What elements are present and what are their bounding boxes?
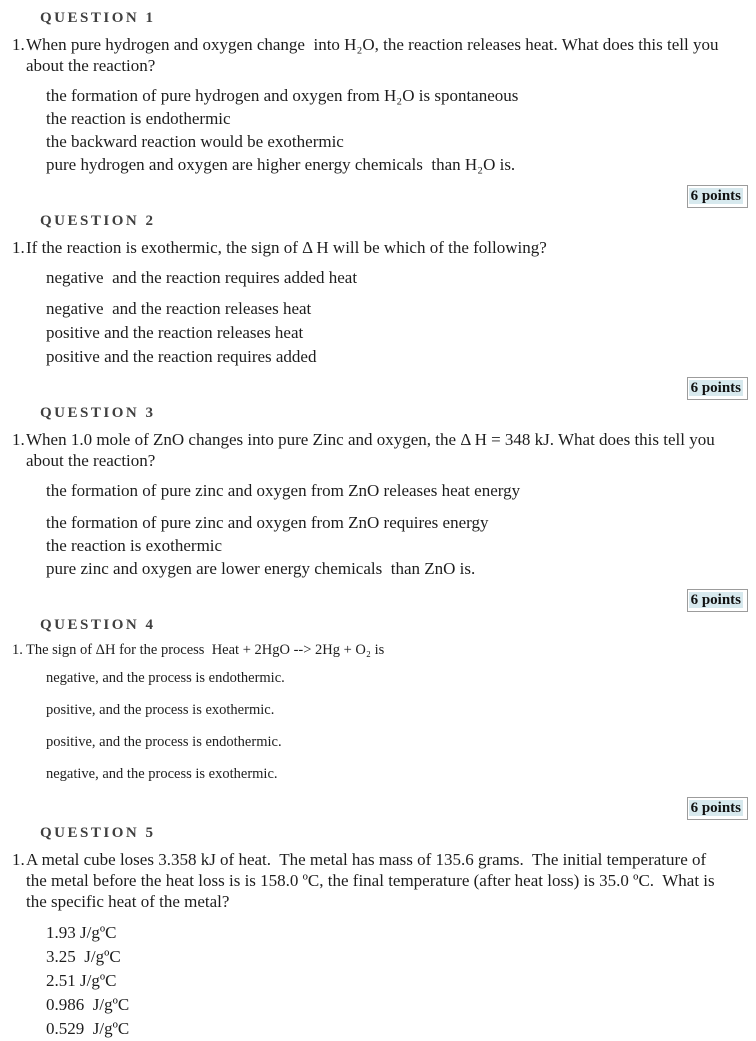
question-body	[0, 237, 756, 258]
answer-option[interactable]: the formation of pure zinc and oxygen from ZnO releases heat energy	[46, 481, 521, 500]
points-badge	[687, 797, 748, 820]
answer-option[interactable]: 3.25 J/gºC	[46, 947, 121, 966]
answer-option[interactable]: positive and the reaction requires added	[46, 347, 317, 366]
question-header: QUESTION 5	[40, 825, 156, 841]
question-text: When 1.0 mole of ZnO changes into pure Zinc and oxygen, the Δ H = 348 kJ. What does this tell you about the reaction?	[26, 430, 719, 470]
answer-options	[46, 267, 756, 368]
question-header: QUESTION 3	[40, 405, 156, 421]
points-row	[0, 797, 756, 820]
answer-option[interactable]: 1.93 J/gºC	[46, 923, 117, 942]
question-text: When pure hydrogen and oxygen change into H₂O, the reaction releases heat. What does this tell you about the reaction?	[26, 35, 723, 75]
points-label: 6 points	[690, 188, 741, 204]
answer-option[interactable]: negative and the reaction releases heat	[46, 299, 312, 318]
question-number: 1.	[12, 430, 25, 449]
question-number: 1.	[12, 238, 25, 257]
points-label: 6 points	[690, 592, 741, 608]
points-badge	[687, 589, 748, 612]
answer-option[interactable]: 0.986 J/gºC	[46, 995, 130, 1014]
answer-options	[46, 921, 756, 1040]
answer-options	[46, 669, 756, 783]
answer-option[interactable]: positive, and the process is endothermic.	[46, 734, 282, 750]
answer-option[interactable]: 2.51 J/gºC	[46, 971, 117, 990]
answer-option[interactable]: pure hydrogen and oxygen are higher energy chemicals than H₂O is.	[46, 155, 516, 174]
points-row	[0, 377, 756, 400]
question-header: QUESTION 1	[40, 10, 156, 26]
points-row	[0, 185, 756, 208]
question-number: 1.	[12, 642, 23, 658]
answer-options	[46, 480, 756, 580]
answer-option[interactable]: negative, and the process is endothermic.	[46, 670, 285, 686]
question-number: 1.	[12, 850, 25, 869]
question-header: QUESTION 2	[40, 213, 156, 229]
points-badge	[687, 377, 748, 400]
question-number: 1.	[12, 35, 25, 54]
answer-option[interactable]: the backward reaction would be exothermic	[46, 132, 344, 151]
answer-options	[46, 85, 756, 176]
points-label: 6 points	[690, 800, 741, 816]
question-text: If the reaction is exothermic, the sign of Δ H will be which of the following?	[26, 238, 547, 257]
question-body	[0, 429, 756, 471]
answer-option[interactable]: negative, and the process is exothermic.	[46, 766, 278, 782]
answer-option[interactable]: the reaction is exothermic	[46, 536, 223, 555]
answer-option[interactable]: positive, and the process is exothermic.	[46, 702, 275, 718]
answer-option[interactable]: 0.529 J/gºC	[46, 1019, 130, 1038]
answer-option[interactable]: pure zinc and oxygen are lower energy chemicals than ZnO is.	[46, 559, 476, 578]
question-text: A metal cube loses 3.358 kJ of heat. The metal has mass of 135.6 grams. The initial temperature of the metal before the heat loss is is 158.0 ºC, the final temperature (after heat loss) is 35.0 ºC. What is the specific heat of the metal?	[26, 850, 719, 911]
question-2-section	[0, 213, 756, 400]
question-1-section	[0, 10, 756, 208]
points-row	[0, 589, 756, 612]
points-badge	[687, 185, 748, 208]
question-4-section	[0, 617, 756, 820]
question-3-section	[0, 405, 756, 612]
answer-option[interactable]: negative and the reaction requires added heat	[46, 268, 358, 287]
question-body	[0, 849, 756, 912]
answer-option[interactable]: the reaction is endothermic	[46, 109, 231, 128]
question-body	[0, 34, 756, 76]
question-text: The sign of ΔH for the process Heat + 2HgO --> 2Hg + O₂ is	[26, 642, 385, 658]
answer-option[interactable]: the formation of pure zinc and oxygen from ZnO requires energy	[46, 513, 489, 532]
question-body	[0, 641, 756, 660]
answer-option[interactable]: positive and the reaction releases heat	[46, 323, 304, 342]
question-header: QUESTION 4	[40, 617, 156, 633]
points-label: 6 points	[690, 380, 741, 396]
answer-option[interactable]: the formation of pure hydrogen and oxygen from H₂O is spontaneous	[46, 86, 519, 105]
question-5-section	[0, 825, 756, 1040]
